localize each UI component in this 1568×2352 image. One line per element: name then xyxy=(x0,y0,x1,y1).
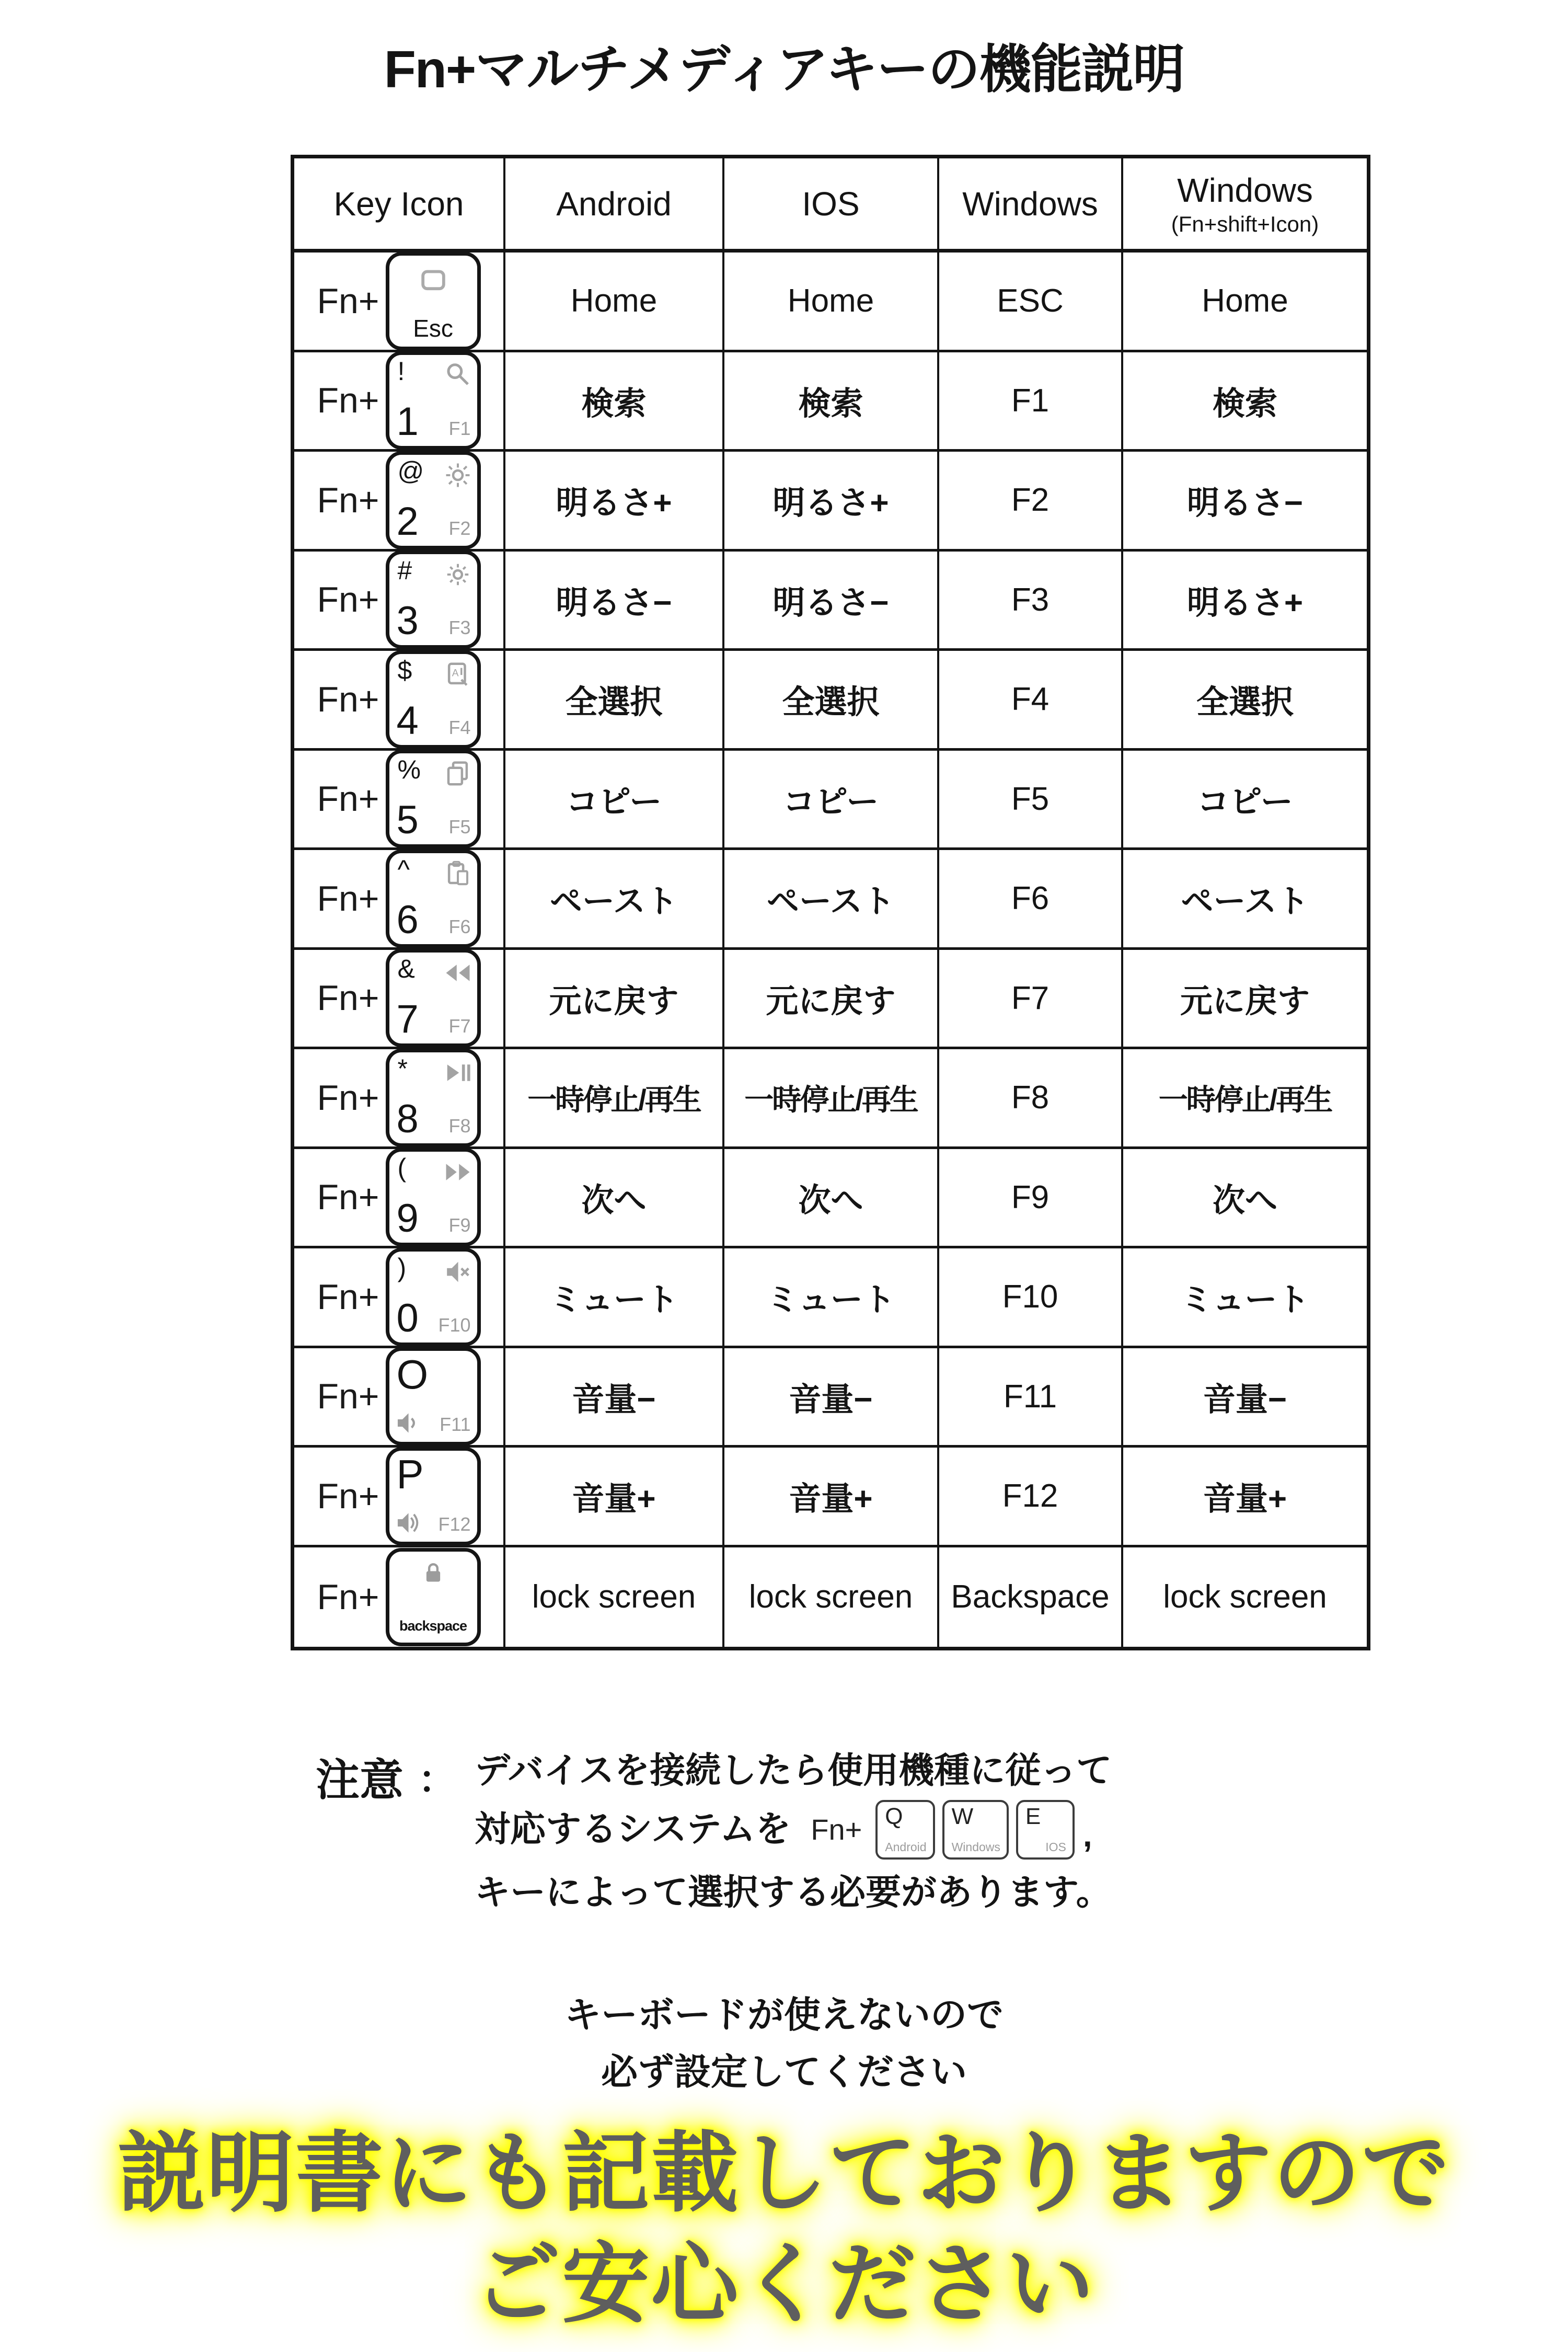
play-pause-icon xyxy=(444,1059,472,1087)
table-cell-text: 音量+ xyxy=(1203,1481,1287,1518)
table-cell-text: 元に戻す xyxy=(766,983,896,1019)
table-cell xyxy=(505,950,724,1050)
table-cell-text: 元に戻す xyxy=(1180,983,1310,1019)
mode-key-letter: E xyxy=(1025,1803,1041,1829)
note-line-1: デバイスを接続したら使用機種に従って xyxy=(475,1751,1112,1791)
note-body xyxy=(475,1745,1112,1918)
rewind-icon xyxy=(444,959,472,987)
note-line-2 xyxy=(475,1800,1112,1860)
key-number: 7 xyxy=(396,997,419,1042)
table-cell xyxy=(1123,850,1367,950)
table-cell xyxy=(1123,1448,1367,1547)
next-icon xyxy=(444,1158,472,1186)
table-cell xyxy=(724,1149,939,1249)
table-cell xyxy=(939,850,1123,950)
fn-plus-label: Fn+ xyxy=(317,480,379,520)
keycap-6 xyxy=(386,850,481,948)
table-cell xyxy=(1123,651,1367,751)
key-shift-symbol: ( xyxy=(397,1153,407,1183)
table-cell xyxy=(1123,751,1367,851)
table-cell xyxy=(505,1348,724,1448)
brightness-up-icon xyxy=(444,461,472,489)
column-header-label: Windows xyxy=(962,185,1098,223)
keycap-8 xyxy=(386,1049,481,1147)
setup-warning-line-2: 必ず設定してください xyxy=(601,2051,967,2092)
key-combo-cell xyxy=(294,1448,505,1547)
table-cell xyxy=(724,253,939,352)
table-cell xyxy=(1123,1348,1367,1448)
fn-plus-label: Fn+ xyxy=(317,878,379,919)
table-cell-text: ペースト xyxy=(550,884,678,920)
keycap-2 xyxy=(386,452,481,549)
table-cell xyxy=(724,1448,939,1547)
mode-key-os-label: Windows xyxy=(951,1840,1000,1854)
column-header-label: Android xyxy=(556,185,672,223)
table-cell-text: 明るさ+ xyxy=(556,485,672,522)
key-combo-cell xyxy=(294,1149,505,1249)
table-cell-text: lock screen xyxy=(1163,1579,1327,1615)
table-cell-text: F6 xyxy=(1011,880,1050,917)
mute-icon xyxy=(444,1258,472,1286)
column-header-label: IOS xyxy=(802,185,860,223)
fn-plus-label: Fn+ xyxy=(317,679,379,719)
table-cell-text: F7 xyxy=(1011,980,1050,1016)
table-cell xyxy=(939,651,1123,751)
table-cell-text: F3 xyxy=(1011,581,1050,618)
table-cell xyxy=(939,1348,1123,1448)
table-cell-text: Backspace xyxy=(951,1579,1110,1615)
table-cell xyxy=(505,1547,724,1647)
setup-warning xyxy=(0,1987,1568,2100)
key-combo-cell xyxy=(294,1049,505,1149)
table-cell xyxy=(939,452,1123,552)
fn-plus-label: Fn+ xyxy=(317,1277,379,1317)
table-cell xyxy=(505,850,724,950)
key-number: 4 xyxy=(396,698,419,743)
table-cell-text: 一時停止/再生 xyxy=(1158,1083,1332,1116)
table-cell-text: 一時停止/再生 xyxy=(744,1083,917,1116)
key-letter: P xyxy=(396,1451,424,1497)
keycap-1 xyxy=(386,352,481,450)
table-cell-text: コピー xyxy=(1197,784,1293,820)
table-cell xyxy=(939,1049,1123,1149)
key-shift-symbol: * xyxy=(397,1053,408,1083)
volume-down-icon xyxy=(395,1409,422,1437)
table-cell xyxy=(724,552,939,651)
key-combo-cell xyxy=(294,850,505,950)
fn-plus-label: Fn+ xyxy=(317,978,379,1018)
key-shift-symbol: & xyxy=(397,954,415,984)
mode-key-os-label: Android xyxy=(885,1840,927,1854)
table-cell-text: 音量+ xyxy=(789,1481,873,1518)
table-cell xyxy=(939,552,1123,651)
reassurance-headline xyxy=(0,2118,1568,2339)
column-header-key-icon xyxy=(294,158,505,253)
table-cell xyxy=(505,552,724,651)
function-key-table xyxy=(291,155,1370,1650)
table-cell-text: 次へ xyxy=(798,1182,863,1219)
table-cell-text: ESC xyxy=(997,283,1064,319)
table-cell xyxy=(724,751,939,851)
note-fn-label: Fn+ xyxy=(811,1813,862,1846)
esc-key-label: Esc xyxy=(413,314,453,342)
table-cell xyxy=(724,452,939,552)
fn-plus-label: Fn+ xyxy=(317,1077,379,1118)
key-combo-cell xyxy=(294,1547,505,1647)
fn-plus-label: Fn+ xyxy=(317,779,379,819)
table-cell-text: 検索 xyxy=(798,385,863,422)
key-shift-symbol: ^ xyxy=(397,854,410,884)
key-number: 0 xyxy=(396,1295,419,1340)
key-f-label: F6 xyxy=(448,915,471,937)
column-header-android xyxy=(505,158,724,253)
table-cell xyxy=(939,352,1123,452)
table-cell xyxy=(505,1049,724,1149)
table-cell xyxy=(505,253,724,352)
column-header-subLabel: (Fn+shift+Icon) xyxy=(1171,211,1319,236)
keycap-5 xyxy=(386,751,481,848)
key-f-label: F9 xyxy=(448,1214,471,1236)
table-cell xyxy=(505,1248,724,1348)
table-cell-text: lock screen xyxy=(532,1579,696,1615)
keycap-p xyxy=(386,1448,481,1545)
table-cell xyxy=(724,651,939,751)
table-cell-text: lock screen xyxy=(748,1579,913,1615)
keycap-backspace xyxy=(386,1548,481,1646)
key-shift-symbol: % xyxy=(397,755,421,785)
fn-plus-label: Fn+ xyxy=(317,580,379,620)
table-cell xyxy=(939,1248,1123,1348)
table-cell-text: F9 xyxy=(1011,1179,1050,1215)
note-line-2-prefix: 対応するシステムを xyxy=(475,1809,791,1850)
mode-keycaps xyxy=(875,1800,1075,1860)
fn-plus-label: Fn+ xyxy=(317,381,379,421)
keycap-9 xyxy=(386,1149,481,1247)
table-cell xyxy=(505,452,724,552)
column-header-ios xyxy=(724,158,939,253)
key-combo-cell xyxy=(294,950,505,1050)
table-cell-text: ミュート xyxy=(549,1282,678,1318)
table-cell-text: 音量− xyxy=(572,1381,656,1418)
table-cell-text: 検索 xyxy=(1212,385,1277,422)
table-cell-text: 元に戻す xyxy=(549,983,679,1019)
table-cell-text: F4 xyxy=(1011,681,1050,718)
table-cell xyxy=(505,1149,724,1249)
paste-icon xyxy=(444,859,472,888)
key-letter: O xyxy=(396,1351,429,1398)
lock-icon xyxy=(422,1559,444,1586)
fn-plus-label: Fn+ xyxy=(317,1476,379,1516)
reassurance-line-2: ご安心ください xyxy=(473,2234,1095,2333)
table-cell xyxy=(724,950,939,1050)
table-cell-text: 検索 xyxy=(581,385,647,422)
key-f-label: F4 xyxy=(448,716,471,738)
table-cell xyxy=(505,651,724,751)
key-f-label: F2 xyxy=(448,517,471,539)
mode-keycap-q xyxy=(875,1800,935,1860)
table-cell-text: F1 xyxy=(1011,382,1050,419)
table-cell xyxy=(1123,950,1367,1050)
table-cell-text: 音量+ xyxy=(572,1481,656,1518)
table-cell-text: 明るさ− xyxy=(556,584,672,621)
mode-key-letter: W xyxy=(951,1803,974,1829)
key-number: 6 xyxy=(396,897,419,942)
table-cell xyxy=(724,850,939,950)
table-cell xyxy=(724,1547,939,1647)
table-cell xyxy=(505,1448,724,1547)
table-cell xyxy=(1123,452,1367,552)
table-cell xyxy=(1123,1049,1367,1149)
select-all-icon xyxy=(444,660,472,689)
table-cell-text: F10 xyxy=(1002,1279,1058,1315)
backspace-key-label: backspace xyxy=(399,1617,467,1634)
table-cell-text: Home xyxy=(1202,283,1288,319)
table-cell xyxy=(939,253,1123,352)
table-cell-text: ミュート xyxy=(766,1282,895,1318)
note-line-2-suffix: , xyxy=(1082,1816,1092,1854)
fn-plus-label: Fn+ xyxy=(317,281,379,321)
table-cell-text: Home xyxy=(570,283,658,319)
table-cell xyxy=(724,1049,939,1149)
column-header-windows xyxy=(1123,158,1367,253)
fn-plus-label: Fn+ xyxy=(317,1177,379,1218)
key-shift-symbol: # xyxy=(397,556,412,586)
keycap-esc xyxy=(386,253,481,350)
table-cell-text: コピー xyxy=(566,784,662,820)
key-f-label: F11 xyxy=(440,1414,471,1436)
keycap-4 xyxy=(386,651,481,749)
table-cell xyxy=(1123,352,1367,452)
table-cell-text: 次へ xyxy=(1212,1182,1277,1219)
table-cell xyxy=(1123,1149,1367,1249)
table-cell-text: 音量− xyxy=(1203,1381,1287,1418)
mode-keycap-e xyxy=(1016,1800,1075,1860)
fn-plus-label: Fn+ xyxy=(317,1577,379,1617)
svg-text:A: A xyxy=(452,668,459,679)
column-header-windows xyxy=(939,158,1123,253)
key-shift-symbol: @ xyxy=(397,456,424,486)
key-f-label: F7 xyxy=(448,1015,471,1037)
table-cell-text: 明るさ− xyxy=(773,584,889,621)
table-cell xyxy=(1123,1248,1367,1348)
table-cell-text: F11 xyxy=(1003,1378,1057,1415)
key-combo-cell xyxy=(294,751,505,851)
key-combo-cell xyxy=(294,552,505,651)
volume-up-icon xyxy=(395,1509,422,1536)
table-cell xyxy=(1123,1547,1367,1647)
page-title: Fn+マルチメディアキーの機能説明 xyxy=(384,40,1184,99)
key-number: 9 xyxy=(396,1196,419,1241)
table-cell-text: 明るさ− xyxy=(1186,485,1304,522)
table-cell-text: ミュート xyxy=(1180,1282,1310,1318)
keycap-0 xyxy=(386,1248,481,1346)
key-f-label: F8 xyxy=(448,1115,471,1137)
key-combo-cell xyxy=(294,253,505,352)
key-combo-cell xyxy=(294,352,505,452)
key-f-label: F10 xyxy=(438,1314,471,1336)
table-cell xyxy=(939,1149,1123,1249)
key-f-label: F5 xyxy=(448,816,471,838)
keycap-o xyxy=(386,1348,481,1446)
mode-keycap-w xyxy=(942,1800,1009,1860)
table-cell xyxy=(724,1248,939,1348)
key-number: 3 xyxy=(396,599,419,644)
brightness-down-icon xyxy=(444,560,472,589)
table-cell-text: 全選択 xyxy=(782,684,880,721)
table-cell xyxy=(724,1348,939,1448)
setup-warning-line-1: キーボードが使えないので xyxy=(564,1994,1004,2035)
keycap-7 xyxy=(386,950,481,1048)
table-cell-text: Home xyxy=(787,283,874,319)
table-cell xyxy=(939,950,1123,1050)
table-cell-text: ペースト xyxy=(767,884,895,920)
search-icon xyxy=(444,361,472,389)
key-shift-symbol: $ xyxy=(397,655,412,685)
table-cell xyxy=(1123,552,1367,651)
table-cell xyxy=(1123,253,1367,352)
fn-plus-label: Fn+ xyxy=(317,1376,379,1417)
keycap-3 xyxy=(386,552,481,649)
key-f-label: F3 xyxy=(448,617,471,639)
table-cell-text: ペースト xyxy=(1181,884,1309,920)
key-number: 2 xyxy=(396,499,419,544)
note-line-3: キーによって選択する必要があります。 xyxy=(475,1872,1112,1912)
key-shift-symbol: ) xyxy=(397,1253,407,1282)
key-f-label: F1 xyxy=(448,418,471,440)
table-cell-text: コピー xyxy=(782,784,879,820)
note-section xyxy=(316,1745,1361,1918)
table-cell-text: 明るさ+ xyxy=(1186,584,1304,621)
screen-icon xyxy=(415,266,452,295)
key-number: 5 xyxy=(396,798,419,843)
table-cell xyxy=(939,1547,1123,1647)
table-cell xyxy=(505,352,724,452)
table-cell-text: 音量− xyxy=(789,1381,873,1418)
note-heading: 注意 xyxy=(316,1756,404,1805)
column-header-label: Key Icon xyxy=(333,185,464,223)
table-cell-text: 全選択 xyxy=(1196,684,1294,721)
table-cell-text: 全選択 xyxy=(565,684,663,721)
key-combo-cell xyxy=(294,1348,505,1448)
key-combo-cell xyxy=(294,651,505,751)
table-cell-text: 一時停止/再生 xyxy=(527,1083,700,1116)
table-cell-text: F5 xyxy=(1011,781,1050,817)
table-cell-text: 次へ xyxy=(581,1182,647,1219)
note-colon: ： xyxy=(418,1759,456,1801)
mode-key-letter: Q xyxy=(885,1803,903,1829)
key-combo-cell xyxy=(294,452,505,552)
table-cell-text: F8 xyxy=(1011,1080,1050,1116)
column-header-label: Windows xyxy=(1177,171,1313,209)
copy-icon xyxy=(444,760,472,788)
table-cell-text: F12 xyxy=(1002,1478,1058,1515)
table-cell xyxy=(939,751,1123,851)
table-cell xyxy=(724,352,939,452)
key-number: 1 xyxy=(396,399,419,444)
table-cell-text: 明るさ+ xyxy=(773,485,889,522)
mode-key-os-label: IOS xyxy=(1045,1840,1066,1854)
key-number: 8 xyxy=(396,1096,419,1141)
table-cell xyxy=(505,751,724,851)
table-cell xyxy=(939,1448,1123,1547)
key-shift-symbol: ! xyxy=(397,357,405,386)
table-cell-text: F2 xyxy=(1011,482,1050,519)
reassurance-line-1: 説明書にも記載しておりますので xyxy=(118,2124,1450,2222)
key-combo-cell xyxy=(294,1248,505,1348)
key-f-label: F12 xyxy=(438,1513,471,1535)
